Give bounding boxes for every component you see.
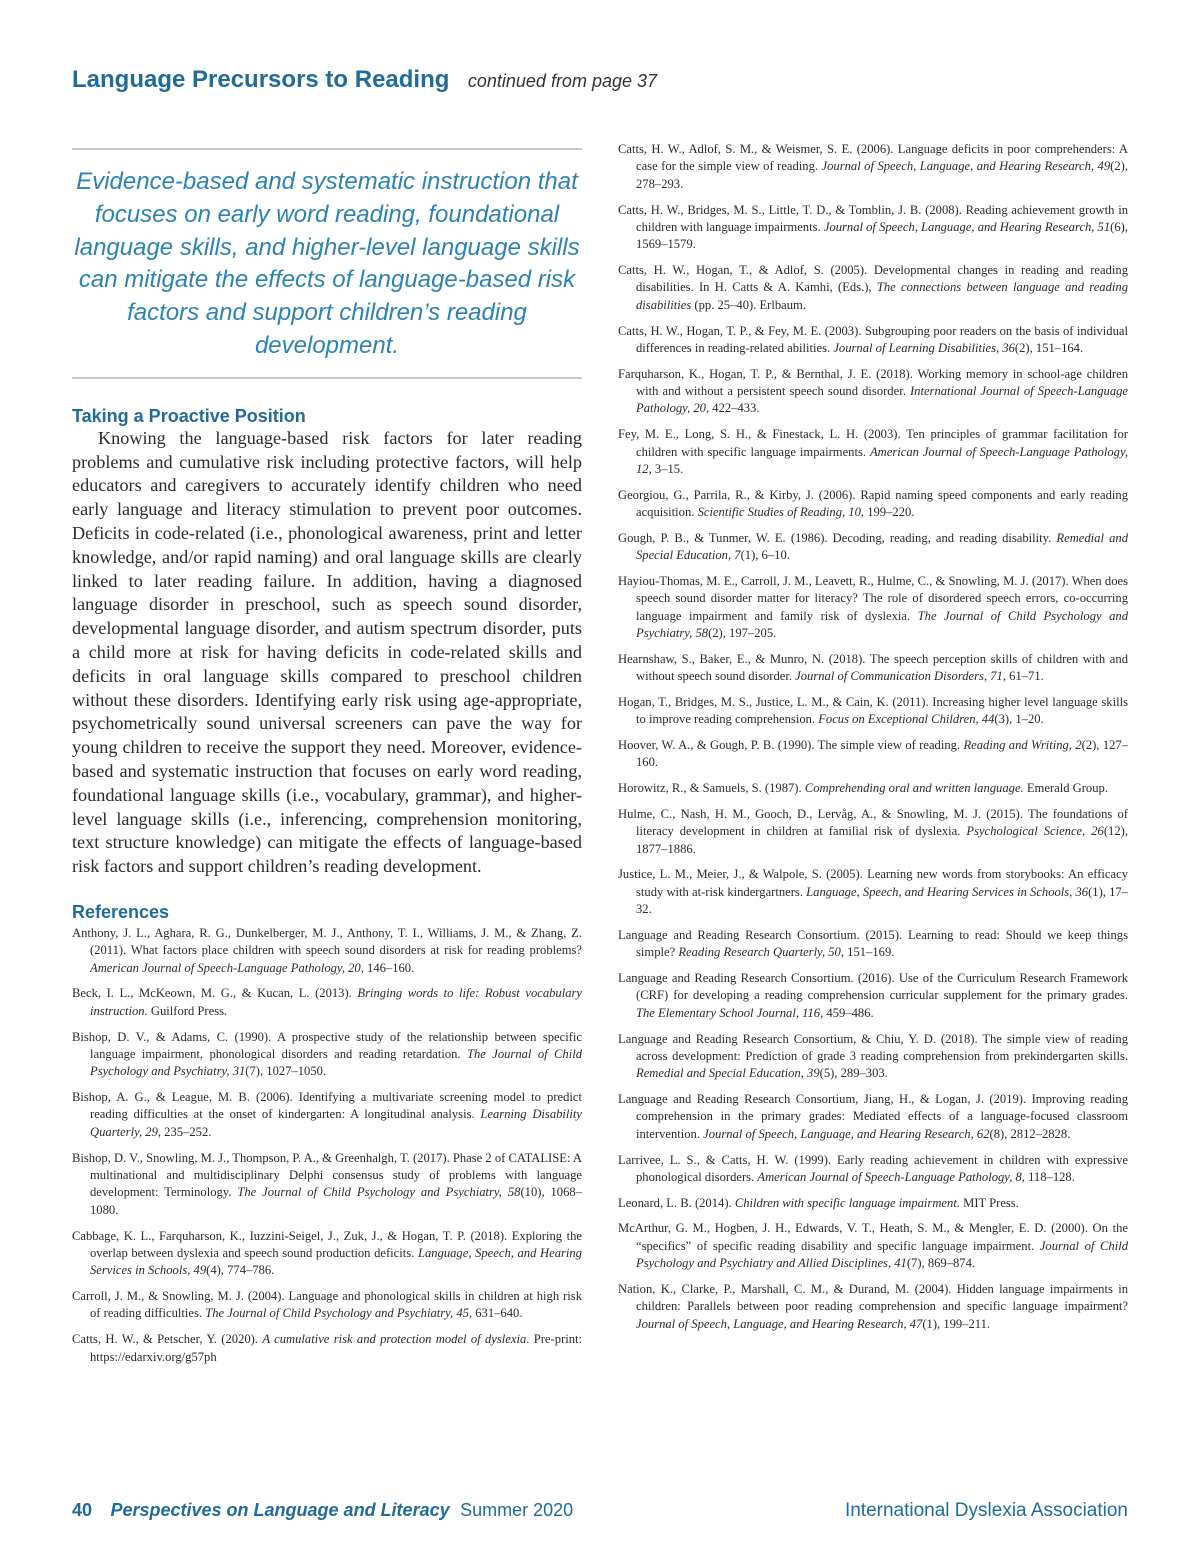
reference-text: Catts, H. W., & Petscher, Y. (2020). [72,1332,263,1347]
reference-source: Reading and Writing, 2 [963,738,1082,753]
reference-details: (4), 774–786. [206,1263,275,1278]
reference-source: International Journal of Speech-Language Pathology, 20 [636,384,1129,416]
reference-source: Children with specific language impairment. [734,1195,960,1210]
reference-source: American Journal of Speech-Language Pathology, 8 [757,1169,1022,1184]
pull-quote-rule-top [72,148,582,150]
reference-text: Georgiou, G., Parrila, R., & Kirby, J. (2006). Rapid naming speed components and early reading acquisition. [618,487,1128,520]
reference-source: Journal of Child Psychology and Psychiatry and Allied Disciplines, 41 [636,1238,1128,1271]
reference-details: (3), 1–20. [994,712,1044,727]
reference-text: Hearnshaw, S., Baker, E., & Munro, N. (2018). The speech perception skills of children with and without speech sound disorder. [618,651,1128,684]
reference-text: Larrivee, L. S., & Catts, H. W. (1999). Early reading achievement in children with expressive phonological disorders. [618,1152,1128,1184]
reference-item [72,925,582,977]
reference-details: , 61–71. [1002,669,1044,684]
reference-details: Guilford Press. [147,1003,228,1018]
references-heading: References [72,901,170,922]
reference-source: The connections between language and reading disabilities [636,280,1128,312]
reference-item [618,1091,1128,1143]
reference-text: Hoover, W. A., & Gough, P. B. (1990). The simple view of reading. [618,738,964,753]
reference-source: Journal of Communication Disorders, 71 [795,669,1003,684]
reference-item [72,1288,582,1323]
reference-source: Learning Disability Quarterly, 29 [90,1107,582,1139]
reference-text: Beck, I. L., McKeown, M. G., & Kucan, L. (2013). [72,986,358,1001]
reference-text: Catts, H. W., Hogan, T., & Adlof, S. (2005). Developmental changes in reading and reading disabilities. In H. Catts & A. Kamhi, (Eds.), [618,263,1128,295]
reference-details: (2), 127–160. [636,738,1129,770]
reference-source: Reading Research Quarterly, 50 [678,945,841,960]
reference-text: Hogan, T., Bridges, M. S., Justice, L. M., & Cain, K. (2011). Increasing higher level language skills to improve reading comprehension. [618,694,1128,727]
journal-name: Perspectives on Language and Literacy [110,1500,450,1520]
reference-text: Nation, K., Clarke, P., Marshall, C. M., & Durand, M. (2004). Hidden language impairments in children: Parallels between poor reading comprehension and specific language impairment? [618,1281,1128,1314]
reference-details: , 118–128. [1021,1169,1075,1184]
reference-source: The Elementary School Journal, 116 [636,1005,821,1020]
reference-source: Language, Speech, and Hearing Services in Schools, 49 [90,1245,582,1278]
reference-text: Leonard, L. B. (2014). [618,1195,735,1210]
reference-details: , 3–15. [648,461,684,476]
reference-item [72,985,582,1020]
reference-source: American Journal of Speech-Language Pathology, 20 [90,960,361,975]
reference-text: Carroll, J. M., & Snowling, M. J. (2004). Language and phonological skills in children at high risk of reading difficulties. [72,1289,582,1321]
reference-source: Bringing words to life: Robust vocabulary instruction. [90,986,583,1018]
reference-details: (2), 278–293. [636,159,1128,191]
left-column [72,148,582,1374]
reference-text: Language and Reading Research Consortium. (2015). Learning to read: Should we keep things simple? [618,927,1128,960]
reference-details: . Pre-print: https://edarxiv.org/g57ph [90,1332,582,1364]
reference-source: Journal of Speech, Language, and Hearing Research, 49 [821,159,1111,174]
reference-item [618,426,1128,478]
reference-text: Hayiou-Thomas, M. E., Carroll, J. M., Leavett, R., Hulme, C., & Snowling, M. J. (2017). When does speech sound disorder matter for literacy? The role of disordered speech errors, co-occurring language impairment and family risk of dyslexia. [618,573,1128,623]
reference-text: Bishop, A. G., & League, M. B. (2006). Identifying a multivariate screening model to predict reading difficulties at the onset of kindergarten: A longitudinal analysis. [72,1090,582,1122]
reference-source: The Journal of Child Psychology and Psychiatry, 31 [90,1046,582,1079]
reference-item [72,1228,582,1280]
reference-source: A cumulative risk and protection model of dyslexia [262,1332,527,1347]
reference-source: Focus on Exceptional Children, 44 [818,712,995,727]
journal-issue: Summer 2020 [460,1500,574,1520]
reference-source: Language, Speech, and Hearing Services in Schools, 36 [806,884,1089,899]
reference-source: The Journal of Child Psychology and Psychiatry, 58 [237,1185,521,1200]
right-column [618,141,1128,1341]
reference-text: Bishop, D. V., Snowling, M. J., Thompson, P. A., & Greenhalgh, T. (2017). Phase 2 of CATALISE: A multinational and multidisciplinary Delphi consensus study of problems with language development: Terminology. [72,1150,582,1200]
reference-source: Journal of Speech, Language, and Hearing Research, 62 [703,1126,990,1141]
references-list-right [618,141,1128,1333]
reference-item [618,1281,1128,1333]
reference-item [618,141,1128,193]
reference-text: Farquharson, K., Hogan, T. P., & Bernthal, J. E. (2018). Working memory in school-age children with and without a persistent speech sound disorder. [618,366,1128,399]
reference-details: (1), 17–32. [636,884,1128,917]
reference-item [618,366,1128,418]
reference-item [72,1331,582,1366]
reference-text: Horowitz, R., & Samuels, S. (1987). [618,781,805,796]
reference-details: , 422–433. [705,401,760,416]
reference-details: (5), 289–303. [819,1066,888,1081]
section-heading: Taking a Proactive Position [72,405,306,426]
reference-details: (12), 1877–1886. [636,824,1128,856]
pull-quote: Evidence-based and systematic instruction that focuses on early word reading, foundational language skills, and higher-level language skills can mitigate the effects of language-based risk factors and support children’s reading development. [74,168,580,359]
page-number: 40 [72,1500,93,1520]
reference-text: Bishop, D. V., & Adams, C. (1990). A prospective study of the relationship between specific language impairment, phonological disorders and reading retardation. [72,1029,582,1061]
reference-source: Journal of Speech, Language, and Hearing Research, 47 [636,1316,923,1331]
reference-source: Journal of Learning Disabilities, 36 [833,340,1015,355]
reference-item [618,737,1128,772]
reference-item [72,1089,582,1141]
reference-text: Language and Reading Research Consortium. (2016). Use of the Curriculum Research Framework (CRF) for developing a reading comprehension curricular supplement for the primary grades. [618,971,1128,1003]
reference-details: (1), 199–211. [922,1316,991,1331]
reference-source: Remedial and Special Education, 39 [636,1066,820,1081]
reference-text: Hulme, C., Nash, H. M., Gooch, D., Lervåg, A., & Snowling, M. J. (2015). The foundations of literacy development in children at familial risk of dyslexia. [618,806,1128,839]
reference-details: (6), 1569–1579. [636,219,1128,252]
reference-source: American Journal of Speech-Language Pathology, 12 [636,444,1128,476]
reference-details: (10), 1068–1080. [90,1185,582,1217]
reference-text: Cabbage, K. L., Farquharson, K., Iuzzini-Seigel, J., Zuk, J., & Hogan, T. P. (2018). Exploring the overlap between dyslexia and speech sound production deficits. [72,1228,582,1260]
reference-source: The Journal of Child Psychology and Psychiatry, 45 [205,1306,469,1321]
reference-text: Catts, H. W., Hogan, T. P., & Fey, M. E. (2003). Subgrouping poor readers on the basis of individual differences in reading-related abilities. [618,323,1128,355]
article-title: Language Precursors to Reading [72,66,450,93]
reference-details: , 459–486. [820,1005,874,1020]
continued-note: continued from page 37 [467,71,658,91]
reference-details: (7), 1027–1050. [245,1064,327,1079]
reference-text: Language and Reading Research Consortium, & Chiu, Y. D. (2018). The simple view of reading across development: Prediction of grade 3 reading comprehension from prekindergarten skills. [618,1031,1128,1063]
reference-source: Psychological Science, 26 [966,824,1104,839]
reference-item [618,262,1128,314]
reference-item [618,1031,1128,1083]
references-list-left [72,925,582,1366]
reference-item [618,780,1128,797]
reference-details: (8), 2812–2828. [989,1126,1071,1141]
reference-text: McArthur, G. M., Hogben, J. H., Edwards, V. T., Heath, S. M., & Mengler, E. D. (2000). On the “specifics” of specific reading disability and specific language impairment. [618,1221,1128,1253]
reference-text: Anthony, J. L., Aghara, R. G., Dunkelberger, M. J., Anthony, T. I., Williams, J. M., & Zhang, Z. (2011). What factors place children with speech sound disorders at risk for reading problems? [72,925,582,958]
reference-source: Journal of Speech, Language, and Hearing Research, 51 [823,219,1111,234]
reference-details: (2), 151–164. [1014,340,1084,355]
reference-source: Scientific Studies of Reading, 10 [697,505,861,520]
section-body: Knowing the language-based risk factors for later reading problems and cumulative risk including protective factors, will help educators and caregivers to accurately identify children who need early language and literacy stimulation to prevent poor outcomes. Deficits in code-related (i.e., phonological awareness, print and letter knowledge, and/or rapid naming) and oral language skills are clearly linked to later reading failure. In addition, having a diagnosed language disorder in preschool, such as speech sound disorder, developmental language disorder, and autism spectrum disorder, puts a child more at risk for having deficits in code-related skills and deficits in oral language skills compared to preschool children without these disorders. Identifying early risk using age-appropriate, psychometrically sound universal screeners can pave the way for young children to receive the support they need. Moreover, evidence-based and systematic instruction that focuses on early word reading, foundational language skills (i.e., vocabulary, grammar), and higher-level language skills (i.e., inferencing, comprehension monitoring, text structure knowledge) can mitigate the effects of language-based risk factors and support children’s reading development. [72,427,582,877]
reference-text: Language and Reading Research Consortium, Jiang, H., & Logan, J. (2019). Improving reading comprehension in the primary grades: Mediated effects of a language-focused classroom intervention. [618,1092,1128,1141]
reference-details: , 199–220. [860,505,915,520]
reference-item [618,866,1128,918]
reference-text: Catts, H. W., Bridges, M. S., Little, T. D., & Tomblin, J. B. (2008). Reading achievement growth in children with language impairments. [618,202,1128,234]
pull-quote-rule-bottom [72,377,582,379]
reference-item [618,651,1128,686]
reference-item [72,1150,582,1220]
reference-item [618,694,1128,729]
reference-item [618,530,1128,565]
reference-item [618,806,1128,858]
reference-details: (pp. 25–40). Erlbaum. [691,297,807,312]
page-footer [72,1500,1128,1526]
reference-source: Remedial and Special Education, 7 [636,530,1128,563]
reference-details: , 151–169. [840,945,895,960]
reference-item [72,1029,582,1081]
reference-item [618,323,1128,358]
reference-source: The Journal of Child Psychology and Psychiatry, 58 [636,608,1128,641]
reference-item [618,202,1128,254]
reference-text: Gough, P. B., & Tunmer, W. E. (1986). Decoding, reading, and reading disability. [618,530,1057,545]
reference-details: MIT Press. [959,1195,1019,1210]
reference-details: (1), 6–10. [740,548,790,563]
reference-text: Fey, M. E., Long, S. H., & Finestack, L. H. (2003). Ten principles of grammar facilitation for children with specific language impairments. [618,427,1128,459]
reference-item [618,573,1128,643]
page-header [72,66,657,94]
reference-text: Catts, H. W., Adlof, S. M., & Weismer, S. E. (2006). Language deficits in poor comprehenders: A case for the simple view of reading. [618,142,1128,174]
reference-item [618,927,1128,962]
reference-item [618,970,1128,1022]
reference-item [618,1220,1128,1272]
organization-name: International Dyslexia Association [844,1500,1128,1521]
reference-details: , 631–640. [468,1306,523,1321]
reference-details: (7), 869–874. [906,1256,976,1271]
reference-details: (2), 197–205. [708,626,777,641]
reference-details: , 146–160. [360,960,415,975]
reference-details: , 235–252. [157,1124,212,1139]
reference-item [618,1152,1128,1187]
reference-text: Justice, L. M., Meier, J., & Walpole, S. (2005). Learning new words from storybooks: An efficacy study with at-risk kindergartners. [618,867,1128,899]
reference-source: Comprehending oral and written language. [804,781,1024,796]
reference-item [618,487,1128,522]
reference-details: Emerald Group. [1023,781,1108,796]
reference-item [618,1195,1128,1212]
